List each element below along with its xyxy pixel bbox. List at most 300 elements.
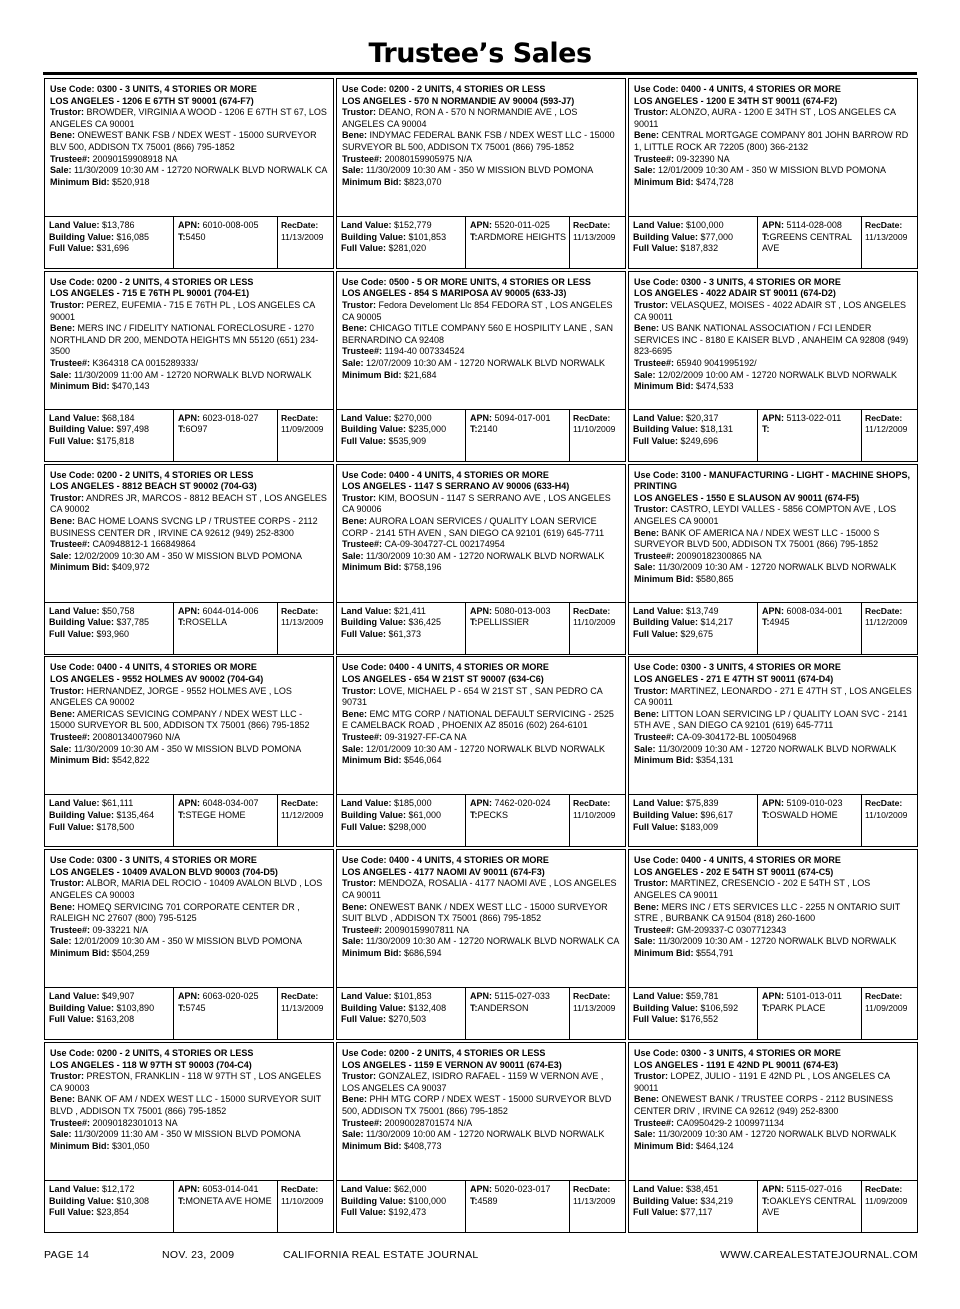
trustor-value: PRESTON, FRANKLIN - 118 W 97TH ST , LOS ANGELES CA 90003 [50,1071,322,1093]
recdate-cell [277,410,333,461]
full-value-label: Full Value: [341,821,387,832]
listing-details [45,465,333,602]
value-cell [45,795,173,846]
minimum-bid-value: $758,196 [404,562,442,573]
building-value-label: Building Value: [633,424,699,435]
minimum-bid-label: Minimum Bid: [634,947,694,958]
beneficiary-value: ONEWEST BANK / NDEX WEST LLC - 15000 SURVEYOR SUIT BLVD , ADDISON TX 75001 (866) 795-1852 [342,901,608,924]
building-value-line [49,232,171,244]
tract-line [762,1003,859,1015]
sale-info-line [634,370,913,382]
listing-details [337,465,625,602]
apn-label: APN: [178,798,200,809]
use-code: Use Code: 0400 - 4 UNITS, 4 STORIES OR MORE [50,662,257,673]
recdate-cell [861,795,917,846]
minimum-bid-line [634,177,913,189]
full-value: $535,909 [388,435,427,446]
beneficiary-value: LITTON LOAN SERVICING LP / QUALITY LOAN SVC - 2141 5TH AVE , SAN DIEGO CA 92101 (619) 645-7711 [634,708,908,731]
listing-values [337,409,625,461]
building-value-line [633,1196,755,1208]
beneficiary-line [50,130,329,153]
minimum-bid-label: Minimum Bid: [342,176,402,187]
land-value-line [49,798,171,810]
value-cell [629,795,757,846]
sale-info-label: Sale: [50,743,72,754]
listing-values [629,794,917,846]
apn-line [470,991,567,1003]
tract-line [178,1196,275,1208]
tract-line [762,810,859,822]
beneficiary-line [342,516,621,539]
sale-info-value: 11/30/2009 10:30 AM - 12720 NORWALK BLVD NORWALK [658,1129,897,1140]
building-value-label: Building Value: [633,809,699,820]
recdate-cell [277,217,333,268]
tract-label: T: [762,617,770,628]
tract-label: T: [762,1195,770,1206]
tract-label: T: [178,1195,186,1206]
apn-line [762,798,859,810]
apn-line [762,606,859,618]
sale-info-line [634,165,913,177]
apn-value: 5080-013-003 [494,605,551,616]
beneficiary-label: Bene: [342,1094,368,1105]
apn-cell [757,217,861,268]
sale-info-line [50,1129,329,1141]
tract-value: 6O97 [185,424,208,435]
beneficiary-line [634,902,913,925]
full-value-label: Full Value: [633,435,679,446]
recdate-cell [569,410,625,461]
trustee-number-value: 20090159907811 NA [384,924,469,935]
apn-label: APN: [762,220,784,230]
beneficiary-line [342,902,621,925]
full-value-line [341,629,463,641]
minimum-bid-label: Minimum Bid: [342,947,402,958]
listing-card [628,1042,918,1233]
trustor-label: Trustor: [634,1071,669,1082]
trustee-number-line [50,154,329,166]
full-value-line [633,1207,755,1219]
trustor-line [50,300,329,323]
beneficiary-value: MERS INC / ETS SERVICES LLC - 2255 N ONTARIO SUIT STRE , BURBANK CA 91504 (818) 260-1600 [634,901,901,924]
apn-cell [757,795,861,846]
apn-line [178,413,275,425]
apn-label: APN: [762,605,784,616]
land-value-line [633,413,755,425]
trustee-number-line [50,358,329,370]
beneficiary-line [634,528,913,551]
sale-info-value: 11/30/2009 10:30 AM - 12720 NORWALK BLVD NORWALK [658,562,897,573]
trustee-number-value: 65940 9041995192/ [676,357,757,368]
recdate-cell [569,603,625,654]
trustee-number-value: CA0948812-1 166849864 [92,539,196,550]
trustee-number-line [342,539,621,551]
land-value: $38,451 [686,1183,719,1194]
listing-card [628,656,918,847]
listing-card [628,78,918,269]
beneficiary-label: Bene: [342,901,368,912]
building-value: $14,217 [700,617,734,628]
land-value-label: Land Value: [633,1183,684,1194]
trustor-line [634,686,913,709]
property-address: LOS ANGELES - 118 W 97TH ST 90003 (704-C4) [50,1059,252,1070]
building-value: $132,408 [408,1002,447,1013]
apn-label: APN: [178,605,200,616]
trustee-number-line [50,1118,329,1130]
recdate-label: RecDate: [281,991,319,1002]
full-value-line [49,436,171,448]
full-value: $281,020 [388,243,427,254]
building-value: $235,000 [408,424,447,435]
land-value-line [341,606,463,618]
minimum-bid-line [342,370,621,382]
trustor-label: Trustor: [342,1071,377,1082]
value-cell [629,988,757,1039]
beneficiary-label: Bene: [634,323,660,334]
full-value: $270,503 [388,1014,427,1025]
listing-card [44,271,334,462]
trustee-number-line [634,732,913,744]
recdate-value: 11/10/2009 [573,617,616,628]
land-value-label: Land Value: [49,798,100,809]
trustee-number-value: CA-09-304172-BL 100504968 [676,731,797,742]
tract-value: 4589 [477,1195,498,1206]
land-value-line [341,991,463,1003]
trustee-number-value: 20090159908918 NA [92,153,178,164]
apn-value: 5114-028-008 [786,220,842,230]
building-value: $37,785 [116,617,150,628]
property-address: LOS ANGELES - 8812 BEACH ST 90002 (704-G3) [50,481,257,492]
listing-details [45,850,333,987]
tract-line [178,617,275,629]
beneficiary-value: EMC MTG CORP / NATIONAL DEFAULT SERVICING - 2525 E CAMELBACK ROAD , PHOENIX AZ 85016 (602) 264-6101 [342,708,614,731]
full-value: $77,117 [680,1207,713,1218]
apn-line [470,798,567,810]
recdate-value: 11/10/2009 [573,424,616,435]
trustor-value: CASTRO, LEYDI VALLES - 5856 COMPTON AVE , LOS ANGELES CA 90001 [634,504,897,526]
land-value: $101,853 [394,991,432,1002]
listing-details [629,272,917,409]
building-value-line [341,1196,463,1208]
trustee-number-line [342,154,621,166]
use-code: Use Code: 0400 - 4 UNITS, 4 STORIES OR MORE [342,469,549,480]
sale-info-label: Sale: [634,743,656,754]
trustor-label: Trustor: [634,878,669,889]
apn-line [762,220,859,232]
sale-info-value: 12/01/2009 10:30 AM - 350 W MISSION BLVD POMONA [74,936,302,947]
apn-line [762,1184,859,1196]
tract-line [470,617,567,629]
building-value-label: Building Value: [49,809,115,820]
minimum-bid-value: $21,684 [404,369,437,380]
full-value: $178,500 [96,821,135,832]
listing-values [629,1180,917,1232]
listing-card [336,1042,626,1233]
sale-info-label: Sale: [342,550,364,561]
minimum-bid-label: Minimum Bid: [50,562,110,573]
building-value-line [633,810,755,822]
beneficiary-line [342,709,621,732]
beneficiary-label: Bene: [50,1094,76,1105]
use-code: Use Code: 0300 - 3 UNITS, 4 STORIES OR MORE [634,662,841,673]
sale-info-line [342,551,621,563]
trustee-number-label: Trustee#: [342,153,383,164]
trustee-number-value: 20090028701574 N/A [384,1117,473,1128]
beneficiary-value: ONEWEST BANK FSB / NDEX WEST - 15000 SURVEYOR BLV 500, ADDISON TX 75001 (866) 795-1852 [50,130,317,152]
tract-value: 5745 [185,1002,206,1013]
listing-values [629,602,917,654]
trustor-line [342,300,621,323]
property-address: LOS ANGELES - 202 E 54TH ST 90011 (674-C5) [634,866,834,877]
sale-info-label: Sale: [634,165,656,176]
land-value-label: Land Value: [49,220,100,230]
building-value-label: Building Value: [341,231,407,242]
value-cell [337,1181,465,1232]
minimum-bid-value: $408,773 [404,1140,442,1151]
minimum-bid-line [634,755,913,767]
listing-details [45,1043,333,1180]
apn-label: APN: [470,220,492,230]
listing-details [337,657,625,794]
minimum-bid-line [50,177,329,189]
minimum-bid-value: $354,131 [696,755,734,766]
apn-label: APN: [178,1183,200,1194]
beneficiary-line [634,1094,913,1117]
recdate-label: RecDate: [573,798,611,809]
building-value: $101,853 [408,231,447,242]
apn-cell [465,1181,569,1232]
apn-cell [465,603,569,654]
building-value: $18,131 [700,424,734,435]
apn-value: 5109-010-023 [786,798,843,809]
building-value: $77,000 [700,231,734,242]
apn-cell [173,217,277,268]
apn-value: 6048-034-007 [202,798,259,809]
recdate-cell [861,603,917,654]
land-value-line [633,1184,755,1196]
recdate-cell [569,217,625,268]
property-address: LOS ANGELES - 1206 E 67TH ST 90001 (674-F7) [50,95,254,106]
trustee-number-label: Trustee#: [50,1117,91,1128]
listing-card [44,78,334,269]
tract-value: ANDERSON [477,1002,529,1013]
apn-cell [757,410,861,461]
minimum-bid-value: $301,050 [112,1140,150,1151]
website-link[interactable]: WWW.CAREALESTATEJOURNAL.COM [720,1249,918,1261]
recdate-label: RecDate: [573,605,611,616]
sale-info-value: 11/30/2009 11:00 AM - 12720 NORWALK BLVD NORWALK [74,369,312,380]
building-value-line [341,1003,463,1015]
trustor-value: VELASQUEZ, MOISES - 4022 ADAIR ST , LOS ANGELES CA 90011 [634,299,906,322]
trustor-label: Trustor: [50,299,85,310]
listing-details [629,1043,917,1180]
recdate-label: RecDate: [865,220,903,230]
full-value-label: Full Value: [341,1014,387,1025]
building-value-label: Building Value: [49,424,115,435]
tract-line [762,424,859,436]
trustee-number-label: Trustee#: [50,924,91,935]
trustee-number-line [634,551,913,563]
sale-info-label: Sale: [342,357,364,368]
land-value-label: Land Value: [633,991,684,1002]
building-value-line [49,810,171,822]
land-value: $75,839 [686,798,719,809]
apn-line [762,991,859,1003]
apn-cell [757,988,861,1039]
minimum-bid-label: Minimum Bid: [634,381,694,392]
building-value: $135,464 [116,809,155,820]
sale-info-label: Sale: [342,743,364,754]
sale-info-value: 11/30/2009 11:30 AM - 350 W MISSION BLVD POMONA [74,1129,301,1140]
issue-date: NOV. 23, 2009 [162,1249,235,1261]
apn-label: APN: [178,220,200,230]
value-cell [629,603,757,654]
trustee-number-label: Trustee#: [50,357,91,368]
trustor-value: MENDOZA, ROSALIA - 4177 NAOMI AVE , LOS ANGELES CA 90011 [342,878,617,900]
property-address: LOS ANGELES - 4022 ADAIR ST 90011 (674-D2) [634,288,836,299]
recdate-label: RecDate: [573,1183,611,1194]
trustor-line [634,107,913,130]
land-value-line [633,798,755,810]
minimum-bid-value: $580,865 [696,573,734,584]
land-value-line [633,220,755,232]
apn-value: 6063-020-025 [202,991,259,1002]
apn-cell [173,1181,277,1232]
trustor-label: Trustor: [634,299,669,310]
minimum-bid-label: Minimum Bid: [50,755,110,766]
tract-label: T: [762,809,770,820]
sale-info-line [50,936,329,948]
land-value: $100,000 [686,220,724,230]
minimum-bid-label: Minimum Bid: [342,369,402,380]
trustor-line [342,493,621,516]
value-cell [45,217,173,268]
tract-line [178,424,275,436]
trustor-label: Trustor: [634,685,669,696]
trustee-number-label: Trustee#: [634,357,675,368]
full-value-label: Full Value: [341,1207,387,1218]
listing-details [337,850,625,987]
land-value-line [341,798,463,810]
listing-card [336,849,626,1040]
building-value-label: Building Value: [341,424,407,435]
building-value-label: Building Value: [633,231,699,242]
recdate-value: 11/13/2009 [573,231,616,242]
sale-info-label: Sale: [634,936,656,947]
apn-label: APN: [762,1183,784,1194]
sale-info-label: Sale: [50,936,72,947]
listing-values [629,987,917,1039]
trustor-value: MARTINEZ, LEONARDO - 271 E 47TH ST , LOS ANGELES CA 90011 [634,685,912,708]
sale-info-value: 11/30/2009 10:30 AM - 12720 NORWALK BLVD NORWALK [658,743,897,754]
full-value-line [341,1207,463,1219]
trustee-number-value: 20080159905975 N/A [384,153,473,164]
value-cell [337,410,465,461]
property-address: LOS ANGELES - 854 S MARIPOSA AV 90005 (633-J3) [342,288,567,299]
recdate-value: 11/10/2009 [281,1195,324,1206]
land-value-line [341,220,463,232]
beneficiary-line [342,323,621,346]
building-value-label: Building Value: [49,1002,115,1013]
minimum-bid-value: $409,972 [112,562,150,573]
apn-value: 5113-022-011 [786,412,842,423]
full-value-line [49,1207,171,1219]
use-code: Use Code: 0300 - 3 UNITS, 4 STORIES OR MORE [634,276,841,287]
apn-value: 5020-023-017 [494,1183,551,1194]
trustor-line [634,878,913,901]
minimum-bid-line [342,562,621,574]
apn-value: 5101-013-011 [786,991,842,1002]
value-cell [45,603,173,654]
trustor-line [342,1071,621,1094]
apn-value: 6023-018-027 [202,412,259,423]
sale-info-value: 12/07/2009 10:30 AM - 12720 NORWALK BLVD NORWALK [366,357,605,368]
sale-info-value: 12/01/2009 10:30 AM - 12720 NORWALK BLVD NORWALK [366,743,605,754]
listing-details [629,850,917,987]
listing-details [629,79,917,216]
listing-card [628,464,918,655]
recdate-value: 11/13/2009 [573,1195,616,1206]
full-value-label: Full Value: [633,628,679,639]
tract-value: MONETA AVE HOME [185,1195,272,1206]
sale-info-line [50,744,329,756]
minimum-bid-label: Minimum Bid: [342,1140,402,1151]
property-address: LOS ANGELES - 4177 NAOMI AV 90011 (674-F3) [342,866,545,877]
trustee-number-value: K364318 CA 0015289333/ [92,357,199,368]
land-value: $13,749 [686,605,719,616]
trustor-line [50,878,329,901]
trustee-number-label: Trustee#: [634,550,675,561]
building-value: $36,425 [408,617,442,628]
title-rule [43,72,917,75]
full-value-label: Full Value: [49,435,95,446]
sale-info-value: 12/02/2009 10:30 AM - 350 W MISSION BLVD POMONA [74,550,302,561]
listings-grid [44,78,918,1233]
recdate-value: 11/12/2009 [865,617,908,628]
property-address: LOS ANGELES - 570 N NORMANDIE AV 90004 (593-J7) [342,95,575,106]
use-code: Use Code: 0400 - 4 UNITS, 4 STORIES OR MORE [342,855,549,866]
recdate-label: RecDate: [281,1183,319,1194]
land-value-line [49,1184,171,1196]
trustor-line [342,686,621,709]
beneficiary-line [50,1094,329,1117]
building-value-line [633,617,755,629]
apn-line [178,798,275,810]
recdate-label: RecDate: [281,798,319,809]
full-value: $298,000 [388,821,427,832]
apn-line [178,1184,275,1196]
apn-label: APN: [470,991,492,1002]
property-address: LOS ANGELES - 10409 AVALON BLVD 90003 (704-D5) [50,866,278,877]
full-value: $29,675 [680,628,714,639]
sale-info-label: Sale: [342,1129,364,1140]
use-code: Use Code: 3100 - MANUFACTURING - LIGHT - MACHINE SHOPS, PRINTING [634,469,911,492]
tract-value: ROSELLA [185,617,228,628]
trustor-line [634,300,913,323]
listing-card [44,656,334,847]
trustor-line [342,107,621,130]
sale-info-line [50,165,329,177]
full-value-line [633,629,755,641]
recdate-value: 11/13/2009 [865,231,908,242]
beneficiary-label: Bene: [342,515,368,526]
tract-label: T: [178,231,186,242]
building-value: $106,592 [700,1002,739,1013]
listing-card [44,1042,334,1233]
sale-info-line [50,551,329,563]
trustee-number-line [634,358,913,370]
minimum-bid-label: Minimum Bid: [634,176,694,187]
